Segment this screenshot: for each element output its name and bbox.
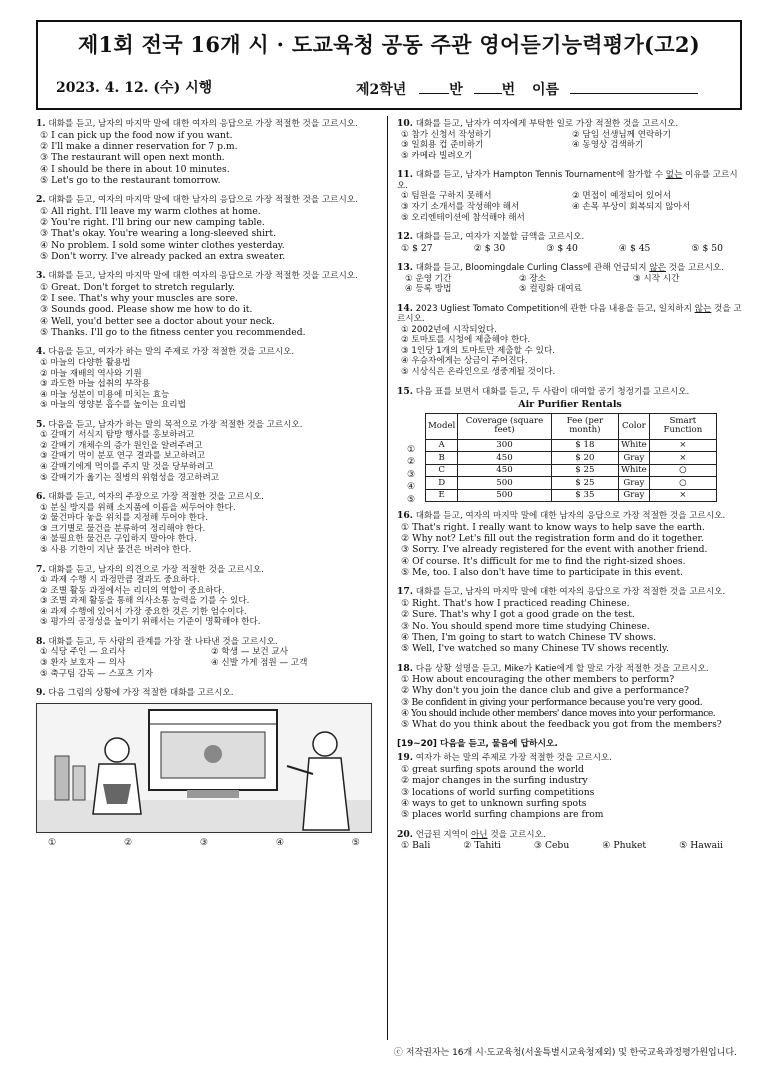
question-number: 1. [36, 118, 46, 129]
option[interactable]: ③ No. You should spend more time studying Chinese. [401, 620, 650, 632]
left-column [36, 118, 382, 856]
question-13 [397, 262, 743, 295]
question-5 [36, 419, 382, 483]
question-stem [397, 663, 743, 675]
option[interactable]: ⑤ 갈매기가 옮기는 질병의 위험성을 경고하려고 [40, 472, 220, 483]
question-stem [36, 687, 382, 699]
underlined-word: 없는 [665, 170, 683, 181]
table-row [426, 477, 717, 490]
table-cell: 450 [458, 464, 551, 477]
question-stem [397, 262, 743, 274]
question-stem [397, 586, 743, 598]
question-17 [397, 586, 743, 654]
situation-illustration [36, 703, 372, 833]
option[interactable]: ③ 자기 소개서를 작성해야 해서 [401, 201, 520, 212]
table-cell: White [619, 464, 650, 477]
option[interactable]: ⑤ 마늘의 영양분 흡수를 높이는 요리법 [40, 400, 186, 411]
option[interactable]: ④ Well, you'd better see a doctor about your neck. [40, 315, 275, 327]
option[interactable]: ③ 갈매기 먹이 분포 연구 결과를 보고하려고 [40, 451, 206, 462]
option[interactable]: ① great surfing spots around the world [401, 764, 584, 776]
question-20 [397, 829, 743, 852]
option[interactable]: ④ No problem. I sold some winter clothes yesterday. [40, 239, 285, 251]
option[interactable]: ⑤ Thanks. I'll go to the fitness center you recommended. [40, 327, 306, 339]
table-cell: White [619, 439, 650, 452]
option[interactable]: ③ [199, 836, 209, 848]
table-cell: B [426, 452, 458, 465]
option[interactable]: ④ [407, 481, 416, 493]
option[interactable]: ① 참가 신청서 작성하기 [401, 129, 492, 140]
name-blank[interactable] [570, 80, 698, 94]
table-row [426, 464, 717, 477]
option[interactable]: ② I'll make a dinner reservation for 7 p.m. [40, 140, 238, 152]
option[interactable]: ① 운영 기간 [405, 273, 452, 284]
option[interactable]: ① $ 27 [401, 242, 433, 254]
question-number: 14. [397, 302, 413, 314]
table-cell: × [649, 452, 716, 465]
table-title: Air Purifier Rentals [518, 399, 622, 411]
exam-title: 제1회 전국 16개 시 · 도교육청 공동 주관 영어듣기능력평가(고2) [77, 32, 701, 57]
question-3 [36, 270, 382, 338]
question-number: 20. [397, 828, 413, 840]
question-text: 대화를 듣고, 남자의 마지막 말에 대한 여자의 응답으로 가장 적절한 것을 고르시오. [48, 271, 358, 282]
option[interactable]: ② I see. That's why your muscles are sore. [40, 293, 239, 305]
question-stem [397, 231, 743, 243]
option[interactable]: ① 팀원을 구하지 못해서 [401, 191, 492, 202]
option[interactable]: ③ Sorry. I've already registered for the event with another friend. [401, 544, 708, 556]
right-column [397, 118, 743, 859]
question-12 [397, 231, 743, 254]
option[interactable]: ④ 갈매기에게 먹이를 주지 말 것을 당부하려고 [40, 462, 214, 472]
option[interactable]: ① All right. I'll leave my warm clothes at home. [40, 205, 261, 217]
question-text: 대화를 듣고, 남자의 마지막 말에 대한 여자의 응답으로 가장 적절한 것을 고르시오. [48, 119, 358, 129]
table-cell: × [649, 489, 716, 502]
question-text: 대화를 듣고, 여자의 마지막 말에 대한 남자의 응답으로 가장 적절한 것을 고르시오. [48, 195, 358, 206]
question-stem [397, 752, 743, 764]
question-stem [36, 636, 382, 648]
option[interactable]: ② Sure. That's why I got a good grade on the test. [401, 609, 635, 621]
option[interactable]: ③ $ 40 [546, 242, 578, 254]
option[interactable]: ③ The restaurant will open next month. [40, 152, 225, 164]
option[interactable]: ③ [407, 468, 416, 480]
table-row [426, 489, 717, 502]
option[interactable]: ② 물건마다 놓을 위치를 지정해 두어야 한다. [40, 513, 208, 524]
table-cell: 500 [458, 489, 551, 502]
option[interactable]: ① 분실 방지를 위해 소지품에 이름을 써두어야 한다. [40, 502, 236, 513]
option[interactable]: ⑤ Don't worry. I've already packed an extra sweater. [40, 250, 286, 262]
option[interactable]: ③ Be confident in giving your performance because you're very good. [401, 696, 703, 708]
question-number: 8. [36, 635, 46, 647]
table-cell: $ 35 [551, 489, 618, 502]
option[interactable]: ① 식당 주인 — 요리사 [40, 647, 126, 658]
option[interactable]: ⑤ 시상식은 온라인으로 생중계될 것이다. [401, 367, 556, 377]
question-number: 16. [397, 510, 413, 522]
option[interactable]: ④ 신발 가게 점원 — 고객 [211, 658, 308, 668]
table-cell: D [426, 477, 458, 490]
option[interactable]: ③ locations of world surfing competitions [401, 786, 595, 798]
question-text: 대화를 듣고, Bloomingdale Curling Class에 관해 언급되지 [415, 262, 650, 273]
option[interactable]: ① [407, 443, 416, 455]
question-number: 18. [397, 662, 413, 674]
bottle-icon [55, 756, 69, 800]
exam-header [36, 20, 742, 110]
table-cell: 300 [458, 439, 551, 452]
option[interactable]: ② major changes in the surfing industry [401, 775, 588, 787]
question-text: 다음 상황 설명을 듣고, Mike가 Katie에게 할 말로 가장 적절한 것을 고르시오. [415, 663, 709, 674]
option[interactable]: ④ I should be there in about 10 minutes. [40, 163, 230, 175]
option[interactable]: ② 학생 — 보건 교사 [211, 647, 289, 658]
option[interactable]: ② $ 30 [473, 242, 506, 254]
option[interactable]: ⑤ Well, I've watched so many Chinese TV shows recently. [401, 643, 669, 655]
table-cell: ○ [649, 477, 716, 490]
question-number: 7. [36, 563, 46, 575]
question-stem [36, 564, 382, 576]
option[interactable]: ③ 과도한 마늘 섭취의 부작용 [40, 379, 150, 390]
question-19 [397, 752, 743, 820]
table-cell: Gray [619, 452, 650, 465]
question-number: 17. [397, 586, 413, 598]
table-cell: 450 [458, 452, 551, 465]
question-text: 대화를 듣고, 남자의 의견으로 가장 적절한 것을 고르시오. [48, 564, 264, 575]
option[interactable]: ④ 동영상 검색하기 [572, 140, 644, 151]
option[interactable]: ① I can pick up the food now if you want. [40, 129, 233, 141]
option[interactable]: ④ 마늘 성분이 미용에 미치는 효능 [40, 389, 170, 400]
option[interactable]: ⑤ 카메라 빌려오기 [401, 150, 473, 161]
question-11 [397, 169, 743, 223]
question-number: 12. [397, 231, 413, 243]
table-cell: 500 [458, 477, 551, 490]
option[interactable]: ① 과제 수행 시 과정만큼 결과도 중요하다. [40, 575, 200, 586]
table-cell: $ 25 [551, 464, 618, 477]
option[interactable]: ③ Sounds good. Please show me how to do it. [40, 304, 253, 316]
option[interactable]: ② 조별 활동 과정에서는 리더의 역할이 중요하다. [40, 585, 225, 596]
table-cell: A [426, 439, 458, 452]
option[interactable]: ④ 불필요한 물건은 구입하지 말아야 한다. [40, 534, 197, 545]
man-icon [105, 738, 129, 762]
section-instruction: [19~20] 다음을 듣고, 물음에 답하시오. [397, 738, 558, 749]
option[interactable]: ② You're right. I'll bring our new camping table. [40, 217, 265, 228]
option[interactable]: ③ 1인당 1개의 토마토만 제출할 수 있다. [401, 345, 555, 356]
option[interactable]: ③ Cebu [533, 840, 570, 852]
table-header-row [426, 413, 717, 439]
table-cell: Gray [619, 477, 650, 490]
question-6 [36, 491, 382, 555]
shirt-icon [103, 784, 131, 804]
option[interactable]: ⑤ [351, 836, 360, 848]
option[interactable]: ② 면접이 예정되어 있어서 [572, 191, 671, 202]
question-stem [397, 169, 743, 191]
question-text: 대화를 듣고, 여자의 주장으로 가장 적절한 것을 고르시오. [48, 492, 264, 503]
table-cell: $ 25 [551, 477, 618, 490]
underlined-word: 않는 [694, 303, 712, 314]
answer-labels [36, 833, 372, 848]
option[interactable]: ④ 과제 수행에 있어서 가장 중요한 것은 기한 엄수이다. [40, 606, 247, 617]
question-number: 19. [397, 752, 413, 764]
option[interactable]: ⑤ Let's go to the restaurant tomorrow. [40, 174, 221, 186]
option[interactable]: ① 갈매기 서식지 탐방 행사를 홍보하려고 [40, 430, 195, 441]
option[interactable]: ③ 일회용 컵 준비하기 [401, 140, 484, 151]
table-cell: $ 20 [551, 452, 618, 465]
question-number: 13. [397, 261, 413, 273]
table-cell: ○ [649, 464, 716, 477]
underlined-word: 아닌 [471, 829, 488, 840]
exam-date: 2023. 4. 12. (수) 시행 [56, 80, 213, 96]
table-cell: × [649, 439, 716, 452]
column-header: Smart Function [649, 413, 716, 439]
option[interactable]: ④ 우승자에게는 상금이 주어진다. [401, 356, 528, 367]
question-2 [36, 194, 382, 262]
question-number: 9. [36, 687, 46, 699]
question-stem [397, 118, 743, 130]
question-text: 대화를 듣고, 여자가 지불할 금액을 고르시오. [415, 232, 585, 243]
table-cell: $ 18 [551, 439, 618, 452]
question-number: 4. [36, 346, 46, 358]
question-number: 11. [397, 169, 413, 181]
question-15 [397, 386, 743, 503]
question-stem [36, 118, 382, 130]
question-stem [36, 270, 382, 282]
question-number: 10. [397, 118, 413, 129]
student-info [356, 80, 698, 99]
option[interactable]: ④ Of course. It's difficult for me to find the right-sized shoes. [401, 555, 686, 567]
question-text: 대화를 듣고, 남자가 여자에게 부탁한 일로 가장 적절한 것을 고르시오. [415, 119, 679, 129]
question-text: 다음 그림의 상황에 가장 적절한 대화를 고르시오. [48, 688, 234, 699]
column-header: Model [426, 413, 458, 439]
option[interactable]: ⑤ 사용 기한이 지난 물건은 버려야 한다. [40, 544, 192, 555]
option[interactable]: ① [48, 836, 57, 848]
underlined-word: 않은 [649, 262, 666, 273]
question-text: 대화를 듣고, 여자의 마지막 말에 대한 남자의 응답으로 가장 적절한 것을 고르시오. [415, 511, 726, 522]
option[interactable]: ② [123, 836, 133, 848]
option[interactable]: ① That's right. I really want to know ways to help save the earth. [401, 521, 705, 533]
option[interactable]: ① Right. That's how I practiced reading Chinese. [401, 597, 630, 609]
question-text: 언급된 지역이 [415, 829, 471, 840]
question-text: 대화를 듣고, 남자가 Hampton Tennis Tournament에 참가할 수 [415, 170, 666, 181]
option[interactable]: ① How about encouraging the other members to perform? [401, 674, 675, 686]
option[interactable]: ④ Then, I'm going to start to watch Chinese TV shows. [401, 631, 657, 643]
option[interactable]: ③ That's okay. You're wearing a long-sleeved shirt. [40, 228, 277, 240]
option[interactable]: ⑤ 컬링화 대여료 [519, 284, 582, 295]
option[interactable]: ④ ways to get to unknown surfing spots [401, 797, 587, 809]
option[interactable]: ② [407, 456, 416, 468]
table-cell: E [426, 489, 458, 502]
table-row [426, 452, 717, 465]
question-text: 것을 고르시오. [665, 262, 724, 273]
option[interactable]: ④ 손목 부상이 회복되지 않아서 [572, 201, 691, 212]
option[interactable]: ③ 크기별로 물건을 분류하여 정리해야 한다. [40, 523, 206, 534]
option[interactable]: ⑤ [407, 493, 416, 505]
option[interactable]: ③ 조별 과제 활동을 통해 의사소통 능력을 기를 수 있다. [40, 596, 250, 607]
question-9 [36, 687, 382, 848]
question-number: 2. [36, 194, 46, 206]
question-stem [36, 346, 382, 358]
column-header: Fee (per month) [551, 413, 618, 439]
option[interactable]: ③ 시작 시간 [633, 273, 680, 284]
name-label: 이름 [532, 82, 560, 98]
option[interactable]: ⑤ What do you think about the feedback you got from the members? [401, 719, 722, 731]
rental-table [425, 413, 717, 503]
grade-label: 제2학년 [356, 82, 407, 98]
option[interactable]: ② 토마토를 시청에 제출해야 한다. [401, 335, 531, 346]
table-cell: Gray [619, 489, 650, 502]
option[interactable]: ① 마늘의 다양한 활용법 [40, 357, 131, 368]
option[interactable]: ④ 등록 방법 [405, 284, 452, 295]
option[interactable]: ⑤ Hawaii [679, 840, 723, 852]
class-label: 반 [449, 82, 463, 98]
row-markers [407, 444, 415, 507]
question-text: 다음을 듣고, 남자가 하는 말의 목적으로 가장 적절한 것을 고르시오. [48, 419, 303, 430]
question-1 [36, 118, 382, 186]
question-stem [36, 194, 382, 206]
table-cell: C [426, 464, 458, 477]
question-text: 이유를 고르시오. [397, 170, 738, 191]
column-divider [387, 116, 388, 1040]
question-text: 다음 표를 보면서 대화를 듣고, 두 사람이 대여할 공기 청정기를 고르시오. [415, 386, 690, 397]
question-number: 15. [397, 385, 413, 397]
question-number: 3. [36, 270, 46, 282]
option[interactable]: ② Tahiti [463, 840, 501, 852]
question-number: 5. [36, 418, 46, 430]
number-label: 번 [501, 82, 516, 98]
question-number: 6. [36, 491, 46, 503]
question-18 [397, 663, 743, 731]
class-blank[interactable] [419, 80, 449, 94]
question-text: 대화를 듣고, 남자의 마지막 말에 대한 여자의 응답으로 가장 적절한 것을 고르시오. [415, 587, 726, 598]
option[interactable]: ④ You should include other members' dance moves into your performance. [401, 708, 716, 720]
option[interactable]: ② 담임 선생님께 연락하기 [572, 129, 671, 140]
option[interactable]: ⑤ 평가의 공정성을 높이기 위해서는 기준이 명확해야 한다. [40, 617, 261, 628]
option[interactable]: ① 2002년에 시작되었다. [401, 324, 497, 335]
question-text: 2023 Ugliest Tomato Competition에 관한 다음 내용을 듣고, 일치하지 [415, 303, 695, 314]
question-8 [36, 636, 382, 679]
question-stem [397, 303, 743, 325]
option[interactable]: ④ [275, 836, 285, 848]
option[interactable]: ② 장소 [519, 273, 547, 284]
option[interactable]: ① Great. Don't forget to stretch regularly. [40, 281, 235, 293]
column-header: Color [619, 413, 650, 439]
question-16 [397, 510, 743, 578]
option[interactable]: ④ $ 45 [618, 242, 651, 254]
woman-icon [313, 732, 337, 756]
column-header: Coverage (square feet) [458, 413, 551, 439]
question-10 [397, 118, 743, 161]
question-stem [397, 510, 743, 522]
option[interactable]: ⑤ $ 50 [691, 242, 723, 254]
question-text: 것을 고르시오. [397, 303, 742, 325]
option[interactable]: ⑤ places world surfing champions are from [401, 809, 604, 821]
option[interactable]: ③ 환자 보호자 — 의사 [40, 658, 126, 668]
question-text: 여자가 하는 말의 주제로 가장 적절한 것을 고르시오. [415, 753, 612, 764]
option[interactable]: ② Why not? Let's fill out the registration form and do it together. [401, 533, 704, 545]
table-row [426, 439, 717, 452]
question-stem [36, 491, 382, 503]
bottle-icon [73, 766, 85, 800]
question-text: 대화를 듣고, 두 사람의 관계를 가장 잘 나타낸 것을 고르시오. [48, 636, 278, 647]
question-stem [397, 386, 743, 398]
question-stem [36, 419, 382, 431]
rental-table-wrap [397, 413, 743, 503]
option[interactable]: ① Bali [401, 840, 431, 852]
option[interactable]: ② 갈매기 개체수의 증가 원인을 알려주려고 [40, 440, 203, 451]
option[interactable]: ⑤ Me, too. I also don't have time to participate in this event. [401, 567, 684, 579]
illustration-svg [37, 704, 371, 832]
presenter-icon [204, 745, 222, 763]
question-7 [36, 564, 382, 628]
question-text: 다음을 듣고, 여자가 하는 말의 주제로 가장 적절한 것을 고르시오. [48, 347, 295, 358]
option[interactable]: ⑤ 축구팀 감독 — 스포츠 기자 [40, 668, 153, 679]
option[interactable]: ② 마늘 재배의 역사와 기원 [40, 368, 142, 379]
question-stem [397, 829, 743, 841]
copyright-footer: ⓒ 저작권자는 16개 시·도교육청(서울특별시교육청제외) 및 한국교육과정평가원입니다. [393, 1048, 737, 1058]
option[interactable]: ⑤ 오리엔테이션에 참석해야 해서 [401, 212, 525, 223]
question-14 [397, 303, 743, 378]
number-blank[interactable] [474, 80, 502, 94]
question-4 [36, 346, 382, 410]
question-text: 것을 고르시오. [487, 829, 546, 840]
option[interactable]: ② Why don't you join the dance club and give a performance? [401, 685, 689, 697]
option[interactable]: ④ Phuket [602, 840, 647, 852]
